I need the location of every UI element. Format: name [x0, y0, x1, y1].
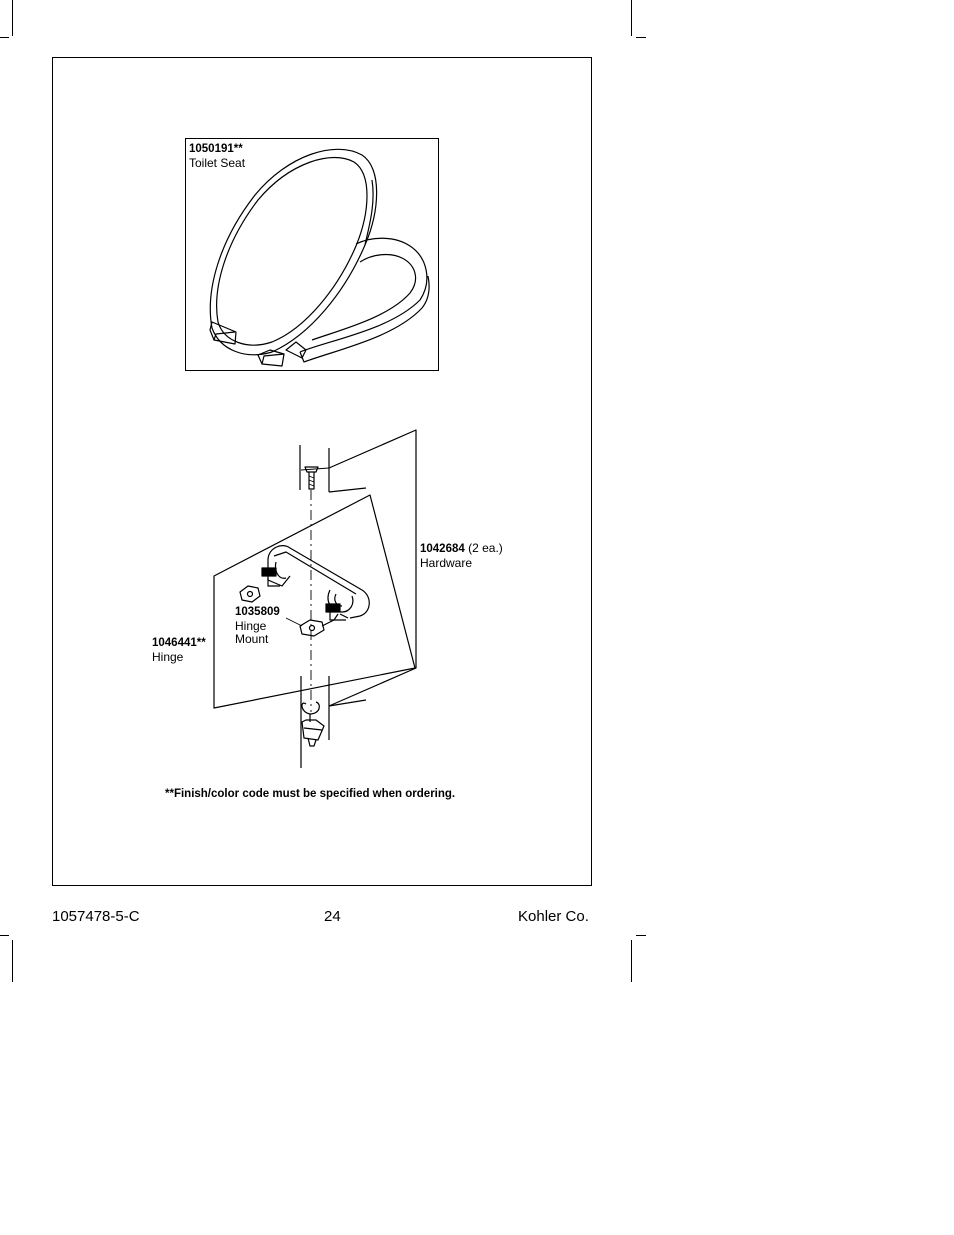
hinge-mount-part-name-1: Hinge	[235, 618, 267, 633]
seat-part-name: Toilet Seat	[189, 155, 246, 170]
hinge-mount-part-number: 1035809	[235, 606, 280, 618]
footer-company: Kohler Co.	[518, 908, 589, 925]
seat-part-label	[189, 143, 245, 170]
seat-part-number: 1050191**	[189, 143, 243, 155]
footer-page-number: 24	[324, 908, 341, 925]
hinge-part-name: Hinge	[152, 649, 184, 664]
hinge-mount-part-label	[235, 606, 280, 647]
ordering-note: **Finish/color code must be specified when ordering.	[165, 788, 456, 800]
hinge-mount-part-name-2: Mount	[235, 632, 269, 646]
hinge-part-label	[152, 637, 206, 664]
hardware-part-name: Hardware	[420, 555, 473, 570]
footer-doc-number: 1057478-5-C	[52, 908, 140, 925]
hardware-part-qty: (2 ea.)	[468, 541, 503, 555]
hardware-part-label	[420, 542, 503, 570]
hardware-part-number: 1042684	[420, 543, 465, 555]
hinge-part-number: 1046441**	[152, 637, 206, 649]
toilet-seat-illustration	[210, 149, 429, 366]
hinge-hardware-illustration	[214, 430, 416, 768]
